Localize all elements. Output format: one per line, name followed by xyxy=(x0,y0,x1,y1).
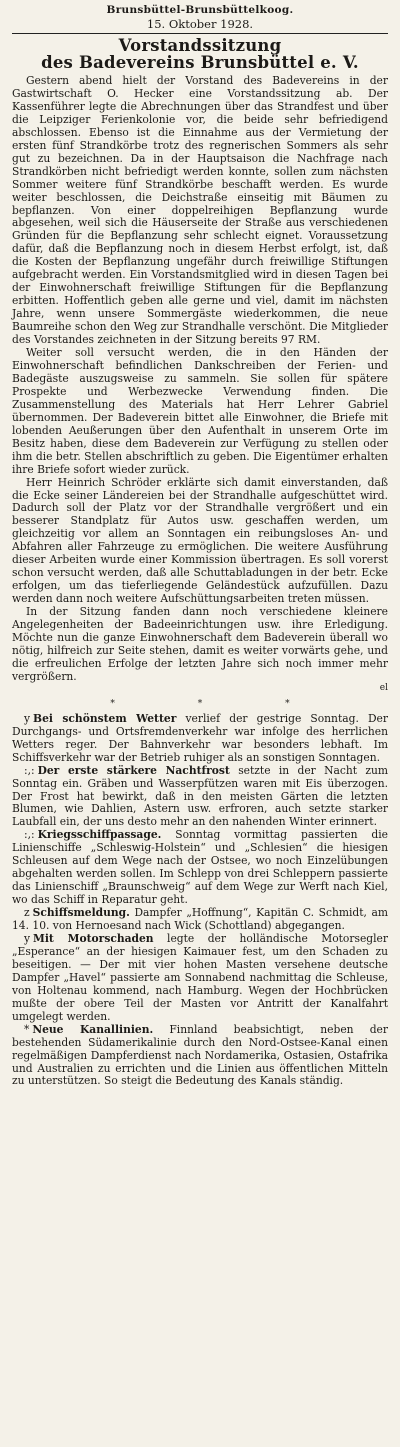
article-headline xyxy=(12,37,388,71)
item-keyword: Der erste stärkere Nachtfrost xyxy=(37,763,230,777)
article-body xyxy=(12,75,388,693)
news-item xyxy=(12,765,388,830)
header-rule xyxy=(12,33,388,34)
headline-line-1: Vorstandssitzung xyxy=(118,36,282,55)
article-paragraph: Gestern abend hielt der Vorstand des Badevereins in der Gastwirtschaft O. Hecker eine Vorstandssitzung ab. Der Kassenführer legte die Abrechnungen über das Strandfest und über die Leipziger Ferienkolonie vor, die beide sehr befriedigend abschlossen. Ebenso ist die Einnahme aus der Vermietung der ersten fünf Strandkörbe trotz des regnerischen Sommers als sehr gut zu bezeichnen. Da in der Hauptsaison die Nachfrage nach Strandkörben nicht befriedigt werden konnte, sollen zum nächsten Sommer weitere fünf Strandkörbe beschafft werden. Es wurde weiter beschlossen, die Deichstraße einseitig mit Bäumen zu bepflanzen. Von einer doppelreihigen Bepflanzung wurde abgesehen, weil sich die Häuserseite der Straße aus verschiedenen Gründen für die Bepflanzung sehr schlecht eignet. Voraussetzung dafür, daß die Bepflanzung noch in diesem Herbst erfolgt, ist, daß die Kosten der Bepflanzung ungefähr durch freiwillige Stiftungen aufgebracht werden. Ein Vorstandsmitglied wird in diesen Tagen bei der Einwohnerschaft freiwillige Stiftungen für die Bepflanzung erbitten. Hoffentlich geben alle gerne und viel, damit im nächsten Jahre, wenn unsere Sommergäste wiederkommen, die neue Baumreihe schon den Weg zur Strandhalle verschönt. Die Mitglieder des Vorstandes zeichneten in der Sitzung bereits 97 RM. xyxy=(12,74,388,347)
issue-date: 15. Oktober 1928. xyxy=(146,17,254,31)
news-item xyxy=(12,907,388,933)
item-text: Dampfer „Hoffnung“, Kapitän C. Schmidt, am 14. 10. von Hernoesand nach Wick (Schottland) abgegangen. xyxy=(12,906,388,933)
item-keyword: Schiffsmeldung. xyxy=(32,906,130,920)
item-text: Finnland beabsichtigt, neben der bestehenden Südamerikalinie durch den Nord-Ostsee-Kanal einen regelmäßigen Dampferdienst nach Nordamerika, Ostasien, Ostafrika und Australien zu errichten und die Linien aus öffentlichen Mitteln zu unterstützen. So steigt die Bedeutung des Kanals ständig. xyxy=(12,1022,388,1088)
article-byline: el xyxy=(379,682,388,693)
item-marker: :,: xyxy=(24,763,35,777)
item-text: legte der holländische Motorsegler „Esperance“ an der hiesigen Kaimauer fest, um den Schaden zu beseitigen. — Der mit vier hohen Masten versehene deutsche Dampfer „Havel“ passierte am Sonnabend nachmittag die Schleuse, von Holtenau kommend, nach Hamburg. Wegen der Hochbrücken mußte der obere Teil der Masten vor Antritt der Kanalfahrt umgelegt werden. xyxy=(12,932,388,1023)
article-paragraph: In der Sitzung fanden dann noch verschiedene kleinere Angelegenheiten der Badeeinrichtungen usw. ihre Erledigung. Möchte nun die ganze Einwohnerschaft dem Badeverein überall wo nötig, hilfreich zur Seite stehen, damit es weiter vorwärts gehe, und die erfreulichen Erfolge der letzten Jahre sich noch immer mehr vergrößern. xyxy=(12,605,388,683)
news-item xyxy=(12,1024,388,1089)
section-separator: * * * xyxy=(110,698,330,709)
news-item xyxy=(12,829,388,907)
item-marker: y xyxy=(24,932,31,945)
item-keyword: Neue Kanallinien. xyxy=(32,1022,154,1036)
item-marker: :,: xyxy=(24,828,35,842)
item-text: setzte in der Nacht zum Sonntag ein. Gräben und Wasserpfützen waren mit Eis überzogen. Der Frost hat bewirkt, daß in den meisten Gärten die letzten Blumen, wie Dahlien, Astern usw. erfroren, auch setzte starker Laubfall ein, der uns desto mehr an den nahenden Winter erinnert. xyxy=(12,763,388,829)
article-paragraph: Weiter soll versucht werden, die in den Händen der Einwohnerschaft befindlichen Dankschreiben der Ferien- und Badegäste auszugsweise zu sammeln. Sie sollen für spätere Prospekte und Werbezwecke Verwendung finden. Die Zusammenstellung des Materials hat Herr Lehrer Gabriel übernommen. Der Badeverein bittet alle Einwohner, die Briefe mit lobenden Aeußerungen über den Aufenthalt in unserem Orte im Besitz haben, diese dem Badeverein zur Verfügung zu stellen oder ihm die betr. Stellen abschriftlich zu geben. Die Eigentümer erhalten ihre Briefe sofort wieder zurück. xyxy=(12,346,388,476)
item-marker: z xyxy=(24,906,30,920)
headline-line-2: des Badevereins Brunsbüttel e. V. xyxy=(41,53,359,72)
article-paragraph: Herr Heinrich Schröder erklärte sich damit einverstanden, daß die Ecke seiner Ländereien bei der Strandhalle aufgeschüttet wird. Dadurch soll der Platz vor der Strandhalle vergrößert und ein besserer Standplatz für Autos usw. geschaffen werden, um gleichzeitig vor allem an Sonntagen ein reibungsloses An- und Abfahren aller Fahrzeuge zu ermöglichen. Die weitere Ausführung dieser Arbeiten wurde einer Kommission übertragen. Es soll vorerst schon versucht werden, daß alle Schuttabladungen in der betr. Ecke erfolgen, um das tieferliegende Geländestück aufzufüllen. Dazu werden dann noch weitere Aufschüttungsarbeiten treten müssen. xyxy=(12,475,388,606)
item-text: Sonntag vormittag passierten die Linienschiffe „Schleswig-Holstein“ und „Schlesien“ die hiesigen Schleusen auf dem Wege nach der Ostsee, wo noch Einzelübungen abgehalten werden sollen. Im Schlepp von drei Schleppern passierte das Linienschiff „Braunschweig“ auf dem Wege zur Werft nach Kiel, wo das Schiff in Reparatur geht. xyxy=(12,828,388,907)
item-marker: * xyxy=(24,1022,30,1036)
newspaper-page xyxy=(12,0,388,1088)
news-item xyxy=(12,933,388,1024)
item-keyword: Kriegsschiffpassage. xyxy=(37,828,162,842)
section-masthead: Brunsbüttel-Brunsbüttelkoog. xyxy=(106,4,294,16)
item-text: verlief der gestrige Sonntag. Der Durchgangs- und Ortsfremdenverkehr war infolge des herrlichen Wetters reger. Der Bahnverkehr war besonders lebhaft. Im Schiffsverkehr war der Betrieb ruhiger als an sonstigen Sonntagen. xyxy=(12,711,388,764)
news-item xyxy=(12,713,388,765)
local-news-notes xyxy=(12,713,388,1089)
item-marker: y xyxy=(24,711,31,725)
item-keyword: Bei schönstem Wetter xyxy=(33,711,177,725)
item-keyword: Mit Motorschaden xyxy=(33,932,154,945)
